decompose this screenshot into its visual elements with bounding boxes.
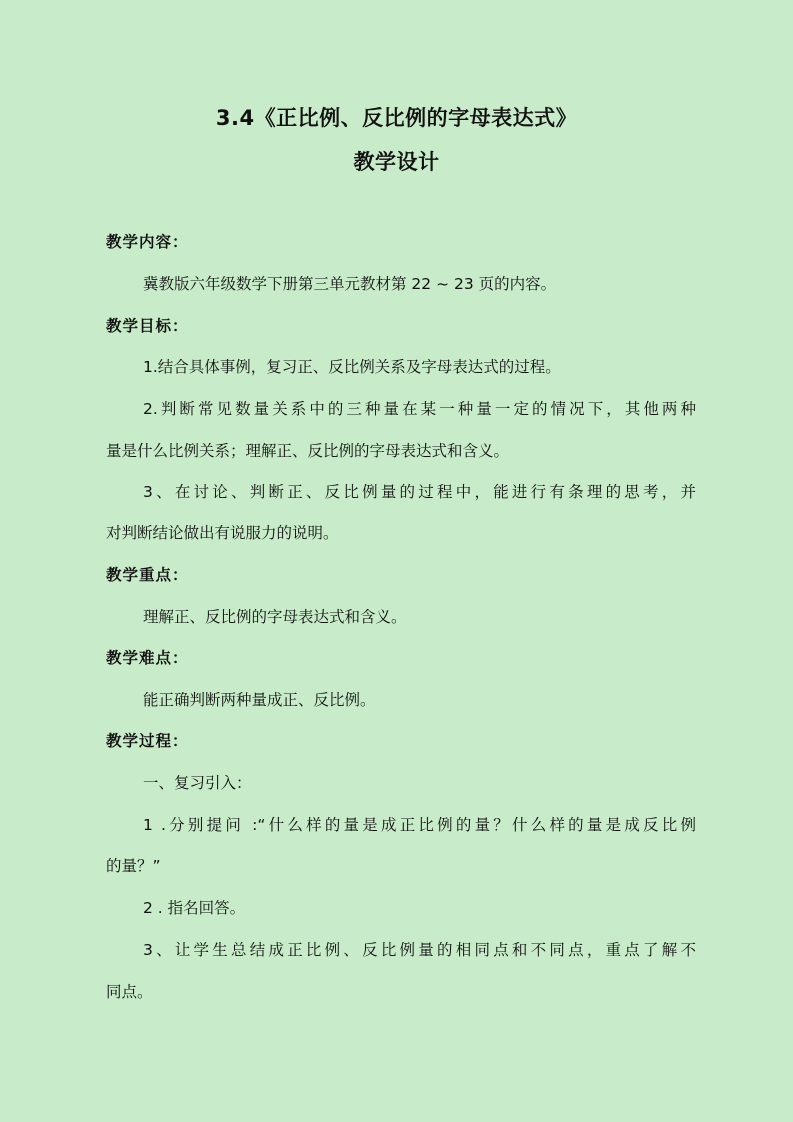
section-heading-key-points: 教学重点： xyxy=(106,566,189,584)
process-step-2: 2 . 指名回答。 xyxy=(143,899,246,917)
process-step-1-line-1: 1 .分别提问 :“什么样的量是成正比例的量？什么样的量是成反比例 xyxy=(143,816,696,834)
section-heading-content: 教学内容： xyxy=(106,233,189,251)
section-heading-difficulties: 教学难点： xyxy=(106,649,189,667)
section-heading-goals: 教学目标： xyxy=(106,317,189,335)
goal-2-line-2: 量是什么比例关系；理解正、反比例的字母表达式和含义。 xyxy=(106,442,510,460)
content-text: 冀教版六年级数学下册第三单元教材第 22 ~ 23 页的内容。 xyxy=(143,275,557,293)
goal-3-line-1: 3、在讨论、判断正、反比例量的过程中，能进行有条理的思考，并 xyxy=(143,483,696,501)
process-step-1-line-2: 的量？” xyxy=(106,857,161,875)
document-subtitle: 教学设计 xyxy=(353,150,440,174)
difficulties-text: 能正确判断两种量成正、反比例。 xyxy=(143,691,376,709)
goal-2-line-1: 2.判断常见数量关系中的三种量在某一种量一定的情况下，其他两种 xyxy=(143,400,696,418)
process-step-0: 一、复习引入： xyxy=(143,774,252,792)
document-title: 3.4《正比例、反比例的字母表达式》 xyxy=(215,106,578,130)
process-step-3-line-1: 3、让学生总结成正比例、反比例量的相同点和不同点，重点了解不 xyxy=(143,941,696,959)
goal-1: 1.结合具体事例，复习正、反比例关系及字母表达式的过程。 xyxy=(143,358,561,376)
process-step-3-line-2: 同点。 xyxy=(106,983,153,1001)
key-points-text: 理解正、反比例的字母表达式和含义。 xyxy=(143,608,407,626)
goal-3-line-2: 对判断结论做出有说服力的说明。 xyxy=(106,524,339,542)
section-heading-process: 教学过程： xyxy=(106,732,189,750)
